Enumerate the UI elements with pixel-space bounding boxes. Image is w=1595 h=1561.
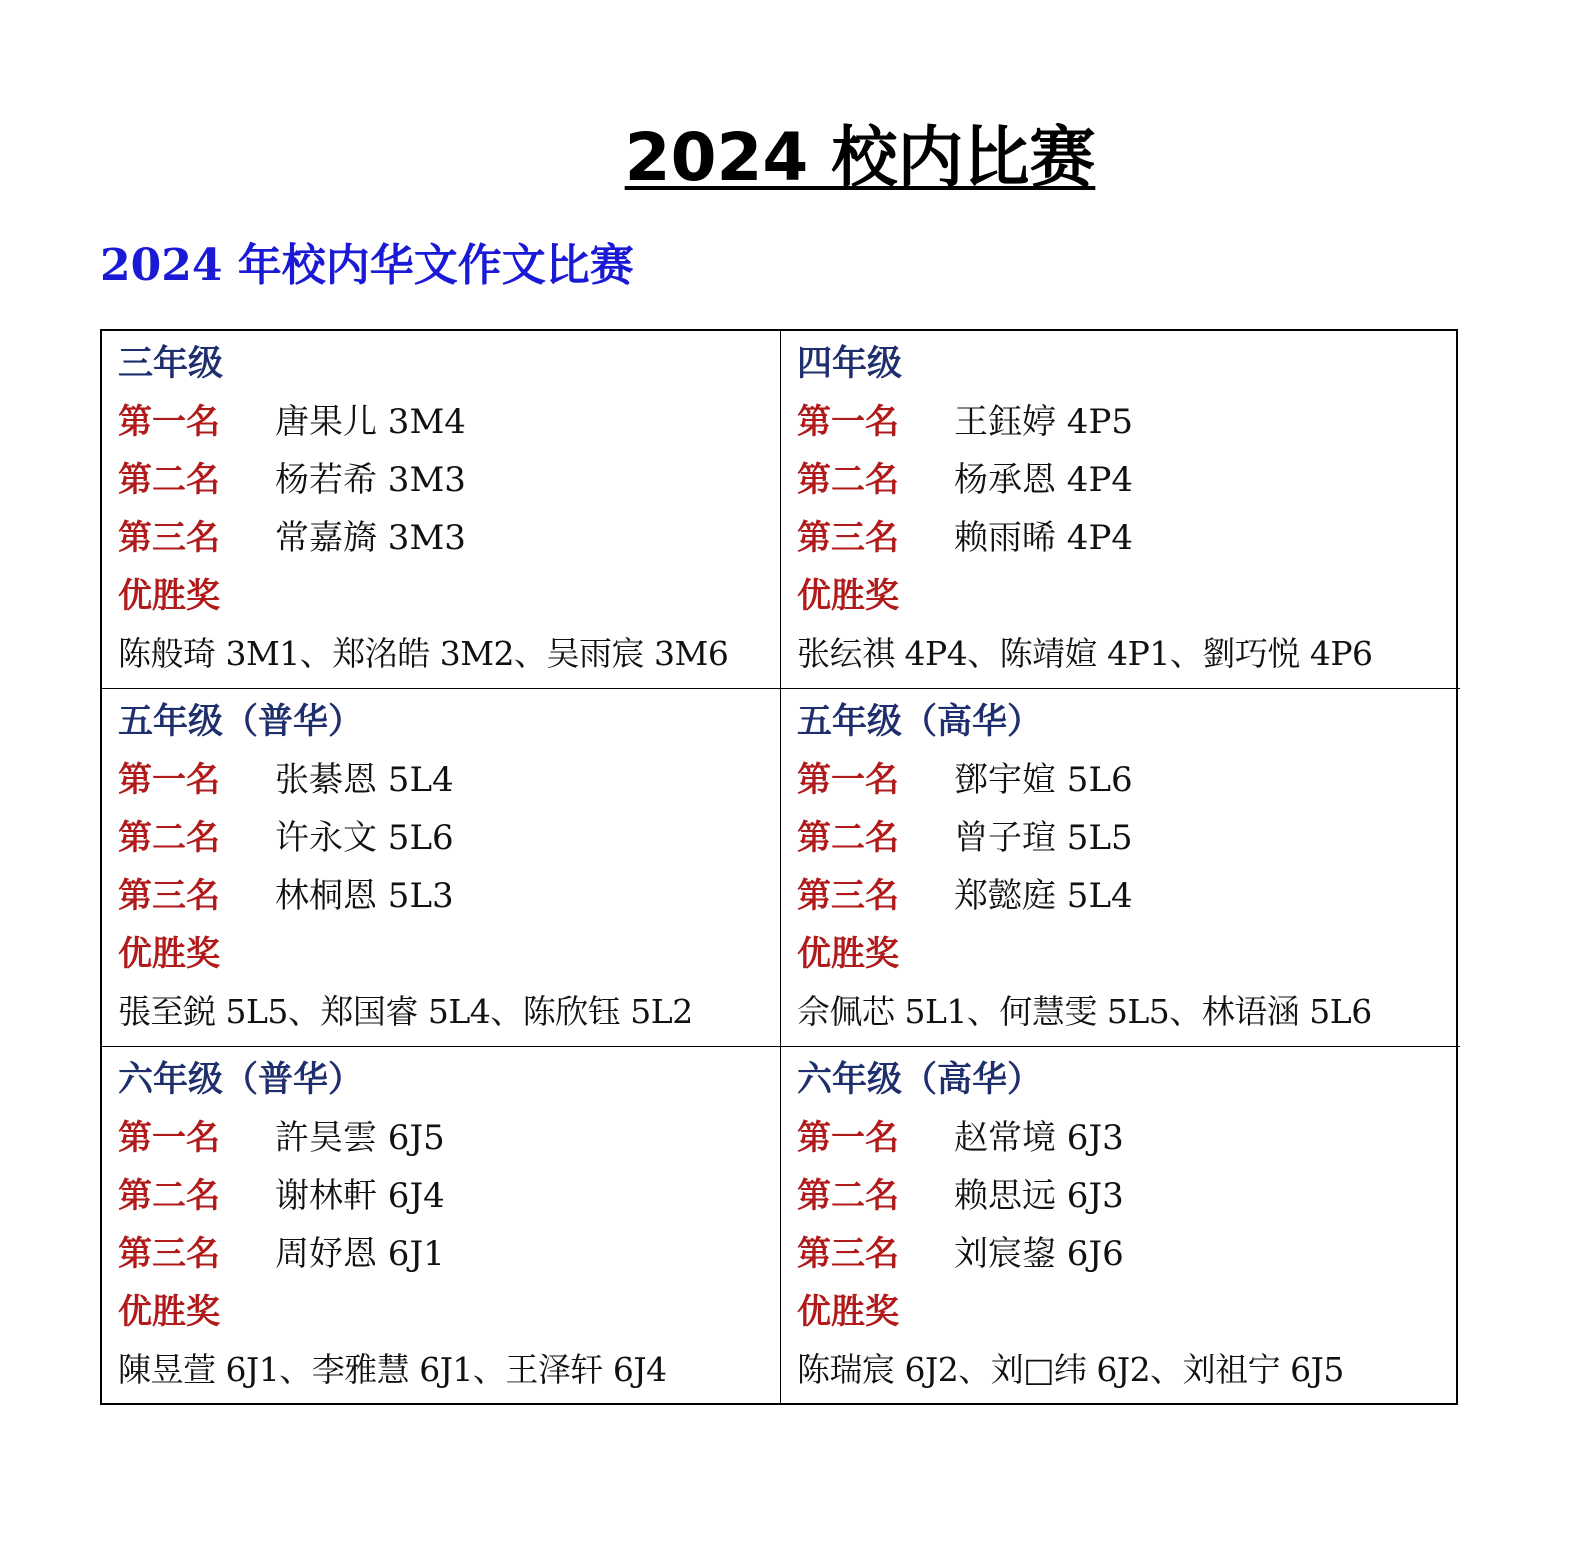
- grade-cell: [102, 331, 781, 689]
- winner-name: 刘宸鋆 6J6: [954, 1234, 1124, 1274]
- merit-label: 优胜奖: [118, 1292, 220, 1332]
- merit-label: 优胜奖: [797, 576, 899, 616]
- grade-cell: [102, 1047, 781, 1405]
- first-place-row: [118, 1109, 780, 1167]
- winner-name: 鄧宇媗 5L6: [954, 760, 1133, 800]
- winner-name: 赵常境 6J3: [954, 1118, 1124, 1158]
- rank-label: 第三名: [118, 518, 220, 558]
- rank-label: 第三名: [118, 1234, 220, 1274]
- first-place-row: [118, 393, 780, 451]
- winner-name: 郑懿庭 5L4: [954, 876, 1133, 916]
- merit-names: 佘佩芯 5L1、何慧雯 5L5、林语涵 5L6: [797, 992, 1372, 1031]
- second-place-row: [118, 809, 780, 867]
- rank-label: 第三名: [797, 518, 899, 558]
- rank-label: 第一名: [118, 402, 220, 442]
- first-place-row: [797, 393, 1460, 451]
- grade-cell: [102, 689, 781, 1047]
- grade-cell: [781, 331, 1460, 689]
- merit-label: 优胜奖: [118, 576, 220, 616]
- winner-name: 王鈺婷 4P5: [954, 402, 1133, 442]
- grade-cell: [781, 689, 1460, 1047]
- second-place-row: [797, 1167, 1460, 1225]
- second-place-row: [118, 1167, 780, 1225]
- second-place-row: [797, 809, 1460, 867]
- winner-name: 张綦恩 5L4: [275, 760, 454, 800]
- rank-label: 第一名: [797, 402, 899, 442]
- rank-label: 第三名: [797, 1234, 899, 1274]
- rank-label: 第二名: [797, 818, 899, 858]
- rank-label: 第一名: [797, 760, 899, 800]
- winner-name: 赖思远 6J3: [954, 1176, 1124, 1216]
- winner-name: 林桐恩 5L3: [275, 876, 454, 916]
- winner-name: 曾子瑄 5L5: [954, 818, 1133, 858]
- results-table: [100, 329, 1458, 1405]
- rank-label: 第三名: [797, 876, 899, 916]
- winner-name: 唐果儿 3M4: [275, 402, 466, 442]
- rank-label: 第一名: [118, 760, 220, 800]
- merit-names: 张纭祺 4P4、陈靖媗 4P1、劉巧悦 4P6: [797, 634, 1373, 673]
- merit-label: 优胜奖: [118, 934, 220, 974]
- merit-names: 陈般琦 3M1、郑洺皓 3M2、吴雨宸 3M6: [118, 634, 729, 673]
- page-title: 2024 校内比赛: [624, 119, 1096, 196]
- third-place-row: [797, 867, 1460, 925]
- rank-label: 第二名: [118, 460, 220, 500]
- second-place-row: [797, 451, 1460, 509]
- winner-name: 許昊雲 6J5: [275, 1118, 445, 1158]
- competition-subtitle: 2024 年校内华文作文比赛: [100, 240, 634, 291]
- winner-name: 杨若希 3M3: [275, 460, 466, 500]
- second-place-row: [118, 451, 780, 509]
- winner-name: 赖雨晞 4P4: [954, 518, 1133, 558]
- grade-title: 五年级（高华）: [797, 701, 1043, 742]
- rank-label: 第二名: [118, 818, 220, 858]
- winner-name: 谢林軒 6J4: [275, 1176, 445, 1216]
- merit-names: 陳昱萱 6J1、李雅慧 6J1、王泽轩 6J4: [118, 1350, 667, 1389]
- third-place-row: [118, 867, 780, 925]
- grade-title: 四年级: [797, 343, 903, 384]
- rank-label: 第二名: [797, 1176, 899, 1216]
- grade-title: 六年级（高华）: [797, 1059, 1043, 1100]
- merit-label: 优胜奖: [797, 934, 899, 974]
- rank-label: 第二名: [118, 1176, 220, 1216]
- winner-name: 杨承恩 4P4: [954, 460, 1133, 500]
- first-place-row: [118, 751, 780, 809]
- grade-title: 五年级（普华）: [118, 701, 364, 742]
- winner-name: 许永文 5L6: [275, 818, 454, 858]
- first-place-row: [797, 751, 1460, 809]
- third-place-row: [118, 509, 780, 567]
- merit-label: 优胜奖: [797, 1292, 899, 1332]
- grade-title: 三年级: [118, 343, 224, 384]
- rank-label: 第二名: [797, 460, 899, 500]
- winner-name: 周妤恩 6J1: [275, 1234, 445, 1274]
- rank-label: 第一名: [797, 1118, 899, 1158]
- grade-title: 六年级（普华）: [118, 1059, 364, 1100]
- rank-label: 第三名: [118, 876, 220, 916]
- merit-names: 張至鋭 5L5、郑国睿 5L4、陈欣钰 5L2: [118, 992, 693, 1031]
- merit-names: 陈瑞宸 6J2、刘□纬 6J2、刘祖宁 6J5: [797, 1350, 1344, 1389]
- third-place-row: [797, 509, 1460, 567]
- grade-cell: [781, 1047, 1460, 1405]
- first-place-row: [797, 1109, 1460, 1167]
- third-place-row: [118, 1225, 780, 1283]
- third-place-row: [797, 1225, 1460, 1283]
- rank-label: 第一名: [118, 1118, 220, 1158]
- winner-name: 常嘉旖 3M3: [275, 518, 466, 558]
